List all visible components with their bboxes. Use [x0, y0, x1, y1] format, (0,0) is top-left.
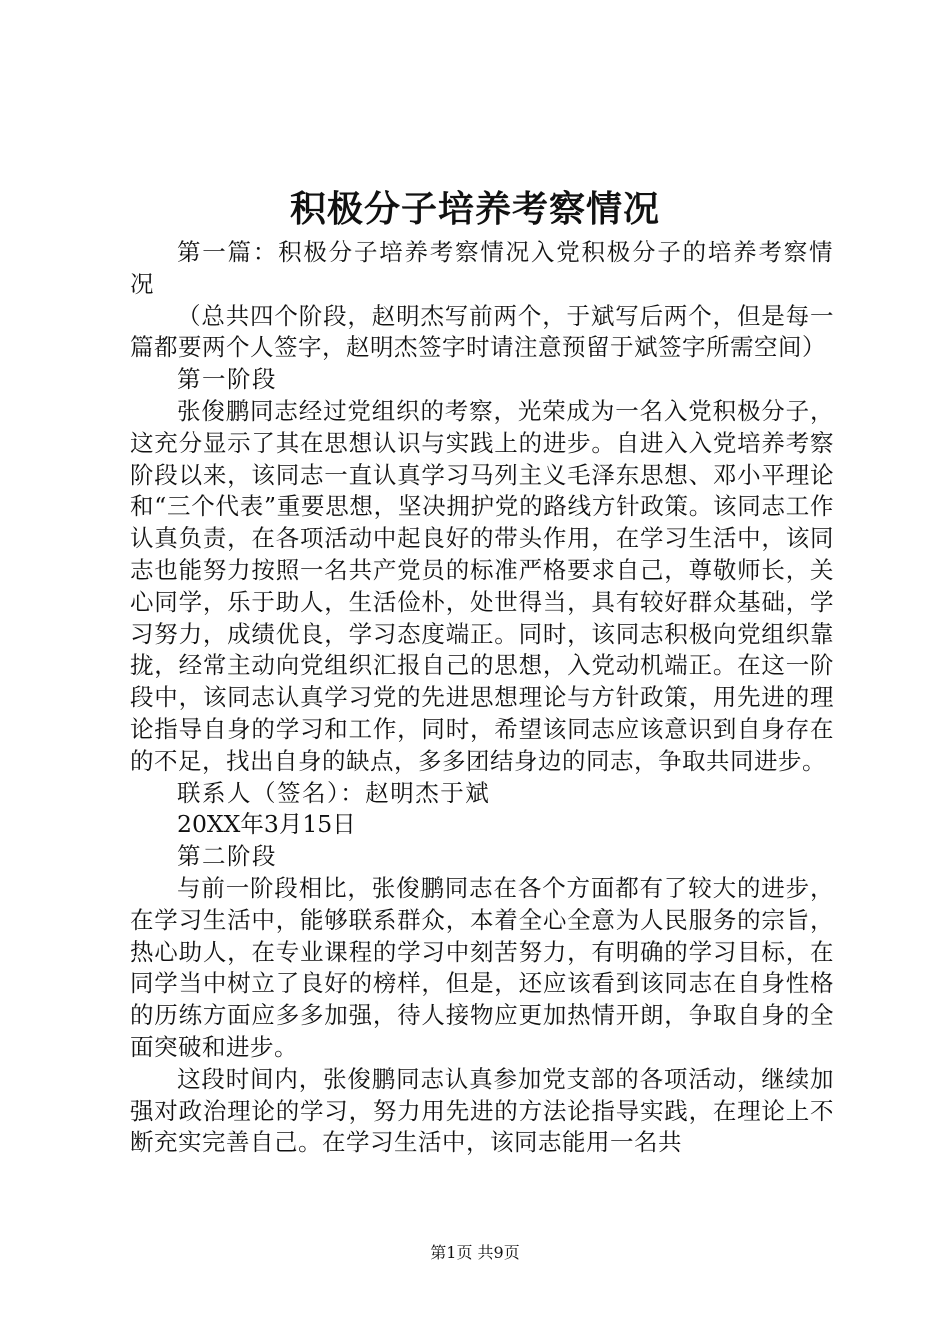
- paragraph-stage-two-body: 与前一阶段相比，张俊鹏同志在各个方面都有了较大的进步，在学习生活中，能够联系群众，本着全心全意为人民服务的宗旨，热心助人，在专业课程的学习中刻苦努力，有明确的学习目标，在同学当中树立了良好的榜样，但是，还应该看到该同志在自身性格的历练方面应多多加强，待人接物应更加热情开朗，争取自身的全面突破和进步。: [130, 873, 834, 1061]
- paragraph-stage-one-heading: 第一阶段: [177, 365, 277, 394]
- paragraph-date: 20XX年3月15日: [177, 810, 356, 839]
- paragraph-stage-one-body: 张俊鹏同志经过党组织的考察，光荣成为一名入党积极分子，这充分显示了其在思想认识与实践上的进步。自进入入党培养考察阶段以来，该同志一直认真学习马列主义毛泽东思想、邓小平理论和“三个代表”重要思想，坚决拥护党的路线方针政策。该同志工作认真负责，在各项活动中起良好的带头作用，在学习生活中，该同志也能努力按照一名共产党员的标准严格要求自己，尊敬师长，关心同学，乐于助人，生活俭朴，处世得当，具有较好群众基础，学习努力，成绩优良，学习态度端正。同时，该同志积极向党组织靠拢，经常主动向党组织汇报自己的思想，入党动机端正。在这一阶段中，该同志认真学习党的先进思想理论与方针政策，用先进的理论指导自身的学习和工作，同时，希望该同志应该意识到自身存在的不足，找出自身的缺点，多多团结身边的同志，争取共同进步。: [130, 396, 834, 775]
- paragraph-stage-two-heading: 第二阶段: [177, 842, 277, 871]
- paragraph-stage-two-continued: 这段时间内，张俊鹏同志认真参加党支部的各项活动，继续加强对政治理论的学习，努力用先进的方法论指导实践，在理论上不断充实完善自己。在学习生活中，该同志能用一名共: [130, 1064, 834, 1157]
- paragraph-signature: 联系人（签名）：赵明杰于斌: [177, 778, 491, 807]
- paragraph-note: （总共四个阶段，赵明杰写前两个，于斌写后两个，但是每一篇都要两个人签字，赵明杰签字时请注意预留于斌签字所需空间）: [130, 301, 834, 362]
- document-title: 积极分子培养考察情况: [289, 188, 660, 230]
- paragraph-section-heading: 第一篇：积极分子培养考察情况入党积极分子的培养考察情况: [130, 238, 834, 298]
- page-footer: 第1页 共9页: [430, 1243, 520, 1262]
- document-body: [130, 237, 834, 1159]
